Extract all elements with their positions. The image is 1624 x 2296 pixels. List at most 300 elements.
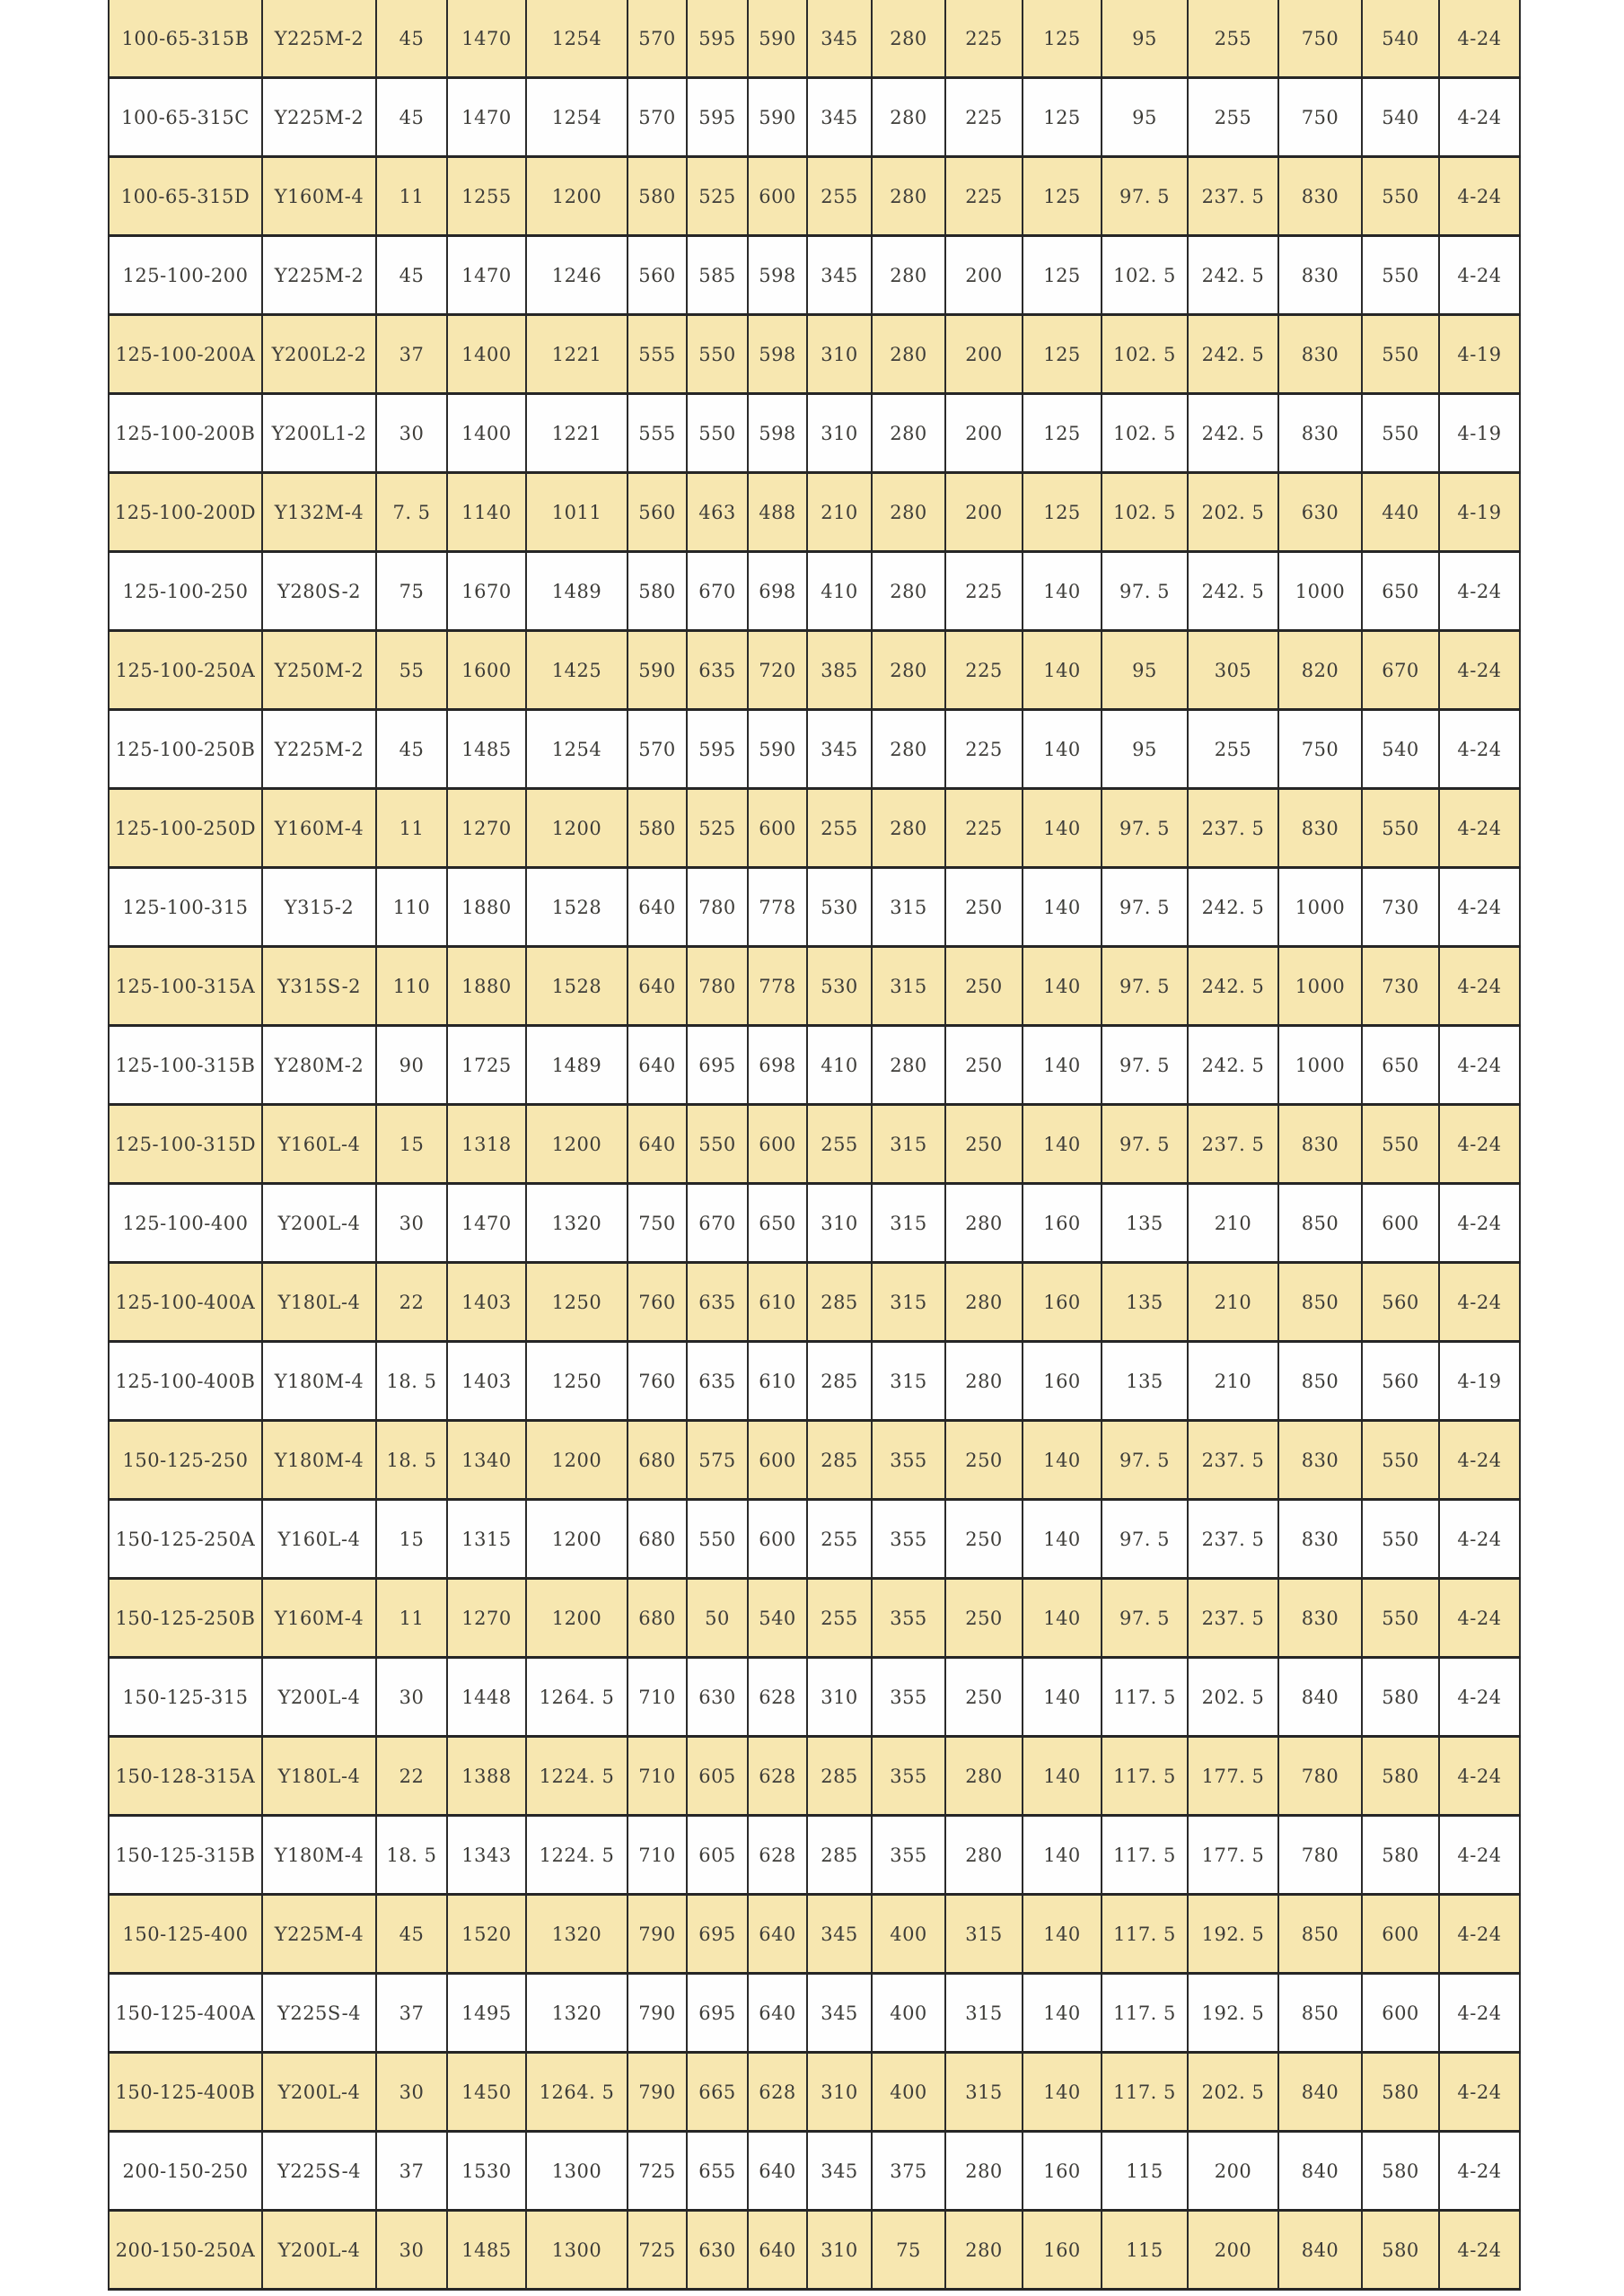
value-cell: 7. 5 <box>376 473 447 552</box>
value-cell: 463 <box>687 473 748 552</box>
value-cell: 280 <box>872 473 945 552</box>
value-cell: 4-24 <box>1439 2053 1520 2132</box>
value-cell: 560 <box>628 473 687 552</box>
value-cell: 780 <box>687 947 748 1026</box>
value-cell: 280 <box>872 315 945 394</box>
value-cell: 30 <box>376 1184 447 1263</box>
table-row <box>109 78 1520 157</box>
value-cell: 45 <box>376 78 447 157</box>
value-cell: 140 <box>1023 2053 1102 2132</box>
model-cell: 125-100-250 <box>109 552 262 631</box>
value-cell: 140 <box>1023 1026 1102 1105</box>
value-cell: 4-24 <box>1439 1105 1520 1184</box>
value-cell: 242. 5 <box>1188 394 1278 473</box>
value-cell: 135 <box>1102 1184 1188 1263</box>
table-row <box>109 236 1520 315</box>
table-row <box>109 789 1520 868</box>
value-cell: 1224. 5 <box>526 1816 628 1895</box>
value-cell: 1470 <box>447 78 526 157</box>
value-cell: 225 <box>945 157 1023 236</box>
value-cell: 680 <box>628 1579 687 1658</box>
value-cell: 640 <box>748 2132 807 2211</box>
value-cell: 140 <box>1023 868 1102 947</box>
model-cell: 150-125-400B <box>109 2053 262 2132</box>
value-cell: 628 <box>748 1658 807 1737</box>
value-cell: 630 <box>1278 473 1362 552</box>
value-cell: 635 <box>687 1342 748 1421</box>
value-cell: 1200 <box>526 789 628 868</box>
value-cell: 280 <box>872 394 945 473</box>
value-cell: 4-24 <box>1439 1184 1520 1263</box>
value-cell: 310 <box>807 1658 872 1737</box>
value-cell: 1300 <box>526 2132 628 2211</box>
value-cell: 640 <box>628 1105 687 1184</box>
table-row <box>109 552 1520 631</box>
model-cell: 100-65-315D <box>109 157 262 236</box>
value-cell: 315 <box>872 868 945 947</box>
value-cell: 55 <box>376 631 447 710</box>
value-cell: 140 <box>1023 1579 1102 1658</box>
value-cell: Y200L2-2 <box>262 315 376 394</box>
value-cell: 237. 5 <box>1188 1421 1278 1500</box>
value-cell: 580 <box>1362 1816 1439 1895</box>
value-cell: 580 <box>628 552 687 631</box>
value-cell: 1270 <box>447 1579 526 1658</box>
value-cell: 250 <box>945 868 1023 947</box>
value-cell: 125 <box>1023 157 1102 236</box>
value-cell: 280 <box>872 789 945 868</box>
value-cell: 725 <box>628 2132 687 2211</box>
value-cell: 550 <box>1362 1421 1439 1500</box>
value-cell: 1140 <box>447 473 526 552</box>
value-cell: 695 <box>687 1895 748 1974</box>
value-cell: 530 <box>807 868 872 947</box>
value-cell: 1318 <box>447 1105 526 1184</box>
value-cell: 1495 <box>447 1974 526 2053</box>
table-row <box>109 473 1520 552</box>
value-cell: 310 <box>807 315 872 394</box>
value-cell: 598 <box>748 236 807 315</box>
model-cell: 200-150-250A <box>109 2211 262 2290</box>
value-cell: 18. 5 <box>376 1421 447 1500</box>
value-cell: 177. 5 <box>1188 1737 1278 1816</box>
value-cell: 1000 <box>1278 947 1362 1026</box>
value-cell: 97. 5 <box>1102 1105 1188 1184</box>
value-cell: 1470 <box>447 236 526 315</box>
value-cell: 600 <box>748 157 807 236</box>
value-cell: 670 <box>687 1184 748 1263</box>
model-cell: 125-100-200 <box>109 236 262 315</box>
model-cell: 125-100-250A <box>109 631 262 710</box>
model-cell: 125-100-315A <box>109 947 262 1026</box>
value-cell: 590 <box>748 0 807 78</box>
value-cell: 640 <box>628 868 687 947</box>
value-cell: 725 <box>628 2211 687 2290</box>
value-cell: 140 <box>1023 1895 1102 1974</box>
value-cell: 850 <box>1278 1184 1362 1263</box>
value-cell: 355 <box>872 1421 945 1500</box>
value-cell: 1255 <box>447 157 526 236</box>
value-cell: 140 <box>1023 1500 1102 1579</box>
value-cell: 550 <box>1362 1500 1439 1579</box>
value-cell: 160 <box>1023 1263 1102 1342</box>
value-cell: 1264. 5 <box>526 1658 628 1737</box>
value-cell: 1250 <box>526 1342 628 1421</box>
value-cell: 355 <box>872 1500 945 1579</box>
value-cell: 45 <box>376 1895 447 1974</box>
value-cell: 1320 <box>526 1974 628 2053</box>
value-cell: 600 <box>1362 1974 1439 2053</box>
model-cell: 150-125-400 <box>109 1895 262 1974</box>
value-cell: 255 <box>807 1105 872 1184</box>
value-cell: 30 <box>376 2053 447 2132</box>
value-cell: 1388 <box>447 1737 526 1816</box>
value-cell: 210 <box>1188 1263 1278 1342</box>
value-cell: 22 <box>376 1263 447 1342</box>
value-cell: 550 <box>1362 1579 1439 1658</box>
value-cell: 580 <box>628 157 687 236</box>
value-cell: 45 <box>376 0 447 78</box>
value-cell: Y225S-4 <box>262 1974 376 2053</box>
value-cell: 140 <box>1023 1737 1102 1816</box>
value-cell: 225 <box>945 0 1023 78</box>
value-cell: 117. 5 <box>1102 1974 1188 2053</box>
value-cell: 140 <box>1023 1816 1102 1895</box>
value-cell: 790 <box>628 1895 687 1974</box>
value-cell: 628 <box>748 2053 807 2132</box>
value-cell: 610 <box>748 1342 807 1421</box>
value-cell: Y225M-2 <box>262 0 376 78</box>
value-cell: 550 <box>1362 789 1439 868</box>
value-cell: 595 <box>687 710 748 789</box>
model-cell: 125-100-315D <box>109 1105 262 1184</box>
value-cell: 95 <box>1102 710 1188 789</box>
value-cell: 1250 <box>526 1263 628 1342</box>
value-cell: 255 <box>1188 78 1278 157</box>
value-cell: 95 <box>1102 631 1188 710</box>
value-cell: 680 <box>628 1500 687 1579</box>
model-cell: 100-65-315C <box>109 78 262 157</box>
value-cell: 140 <box>1023 789 1102 868</box>
value-cell: 355 <box>872 1658 945 1737</box>
value-cell: 530 <box>807 947 872 1026</box>
value-cell: 1300 <box>526 2211 628 2290</box>
value-cell: 1011 <box>526 473 628 552</box>
value-cell: 650 <box>748 1184 807 1263</box>
value-cell: 600 <box>1362 1895 1439 1974</box>
value-cell: 97. 5 <box>1102 868 1188 947</box>
value-cell: 555 <box>628 394 687 473</box>
value-cell: 140 <box>1023 947 1102 1026</box>
value-cell: 285 <box>807 1816 872 1895</box>
value-cell: 315 <box>872 947 945 1026</box>
value-cell: 110 <box>376 868 447 947</box>
value-cell: 655 <box>687 2132 748 2211</box>
value-cell: 670 <box>687 552 748 631</box>
value-cell: Y160L-4 <box>262 1105 376 1184</box>
value-cell: 830 <box>1278 1421 1362 1500</box>
value-cell: 698 <box>748 1026 807 1105</box>
value-cell: 4-24 <box>1439 1579 1520 1658</box>
value-cell: 400 <box>872 2053 945 2132</box>
value-cell: 820 <box>1278 631 1362 710</box>
value-cell: 192. 5 <box>1188 1895 1278 1974</box>
value-cell: Y180M-4 <box>262 1421 376 1500</box>
value-cell: 210 <box>1188 1184 1278 1263</box>
value-cell: 610 <box>748 1263 807 1342</box>
model-cell: 200-150-250 <box>109 2132 262 2211</box>
value-cell: 1600 <box>447 631 526 710</box>
value-cell: 202. 5 <box>1188 1658 1278 1737</box>
value-cell: 570 <box>628 710 687 789</box>
value-cell: 225 <box>945 631 1023 710</box>
value-cell: Y225M-2 <box>262 236 376 315</box>
value-cell: 255 <box>807 1579 872 1658</box>
value-cell: 1520 <box>447 1895 526 1974</box>
value-cell: 280 <box>872 1026 945 1105</box>
value-cell: 4-24 <box>1439 868 1520 947</box>
value-cell: 600 <box>748 1421 807 1500</box>
value-cell: 237. 5 <box>1188 1105 1278 1184</box>
value-cell: 830 <box>1278 1500 1362 1579</box>
value-cell: 11 <box>376 789 447 868</box>
table-row <box>109 2132 1520 2211</box>
value-cell: 250 <box>945 1500 1023 1579</box>
value-cell: 1485 <box>447 710 526 789</box>
value-cell: Y225M-4 <box>262 1895 376 1974</box>
value-cell: 15 <box>376 1105 447 1184</box>
value-cell: Y180L-4 <box>262 1737 376 1816</box>
value-cell: 310 <box>807 2211 872 2290</box>
value-cell: 355 <box>872 1816 945 1895</box>
value-cell: 200 <box>945 394 1023 473</box>
value-cell: 560 <box>1362 1263 1439 1342</box>
value-cell: 760 <box>628 1342 687 1421</box>
value-cell: 850 <box>1278 1974 1362 2053</box>
model-cell: 125-100-315 <box>109 868 262 947</box>
value-cell: Y225M-2 <box>262 710 376 789</box>
value-cell: 140 <box>1023 552 1102 631</box>
value-cell: 1528 <box>526 947 628 1026</box>
value-cell: 97. 5 <box>1102 1500 1188 1579</box>
value-cell: 210 <box>807 473 872 552</box>
table-row <box>109 1184 1520 1263</box>
value-cell: 4-24 <box>1439 157 1520 236</box>
table-row <box>109 0 1520 78</box>
value-cell: 117. 5 <box>1102 1895 1188 1974</box>
value-cell: 525 <box>687 157 748 236</box>
value-cell: 192. 5 <box>1188 1974 1278 2053</box>
value-cell: 598 <box>748 315 807 394</box>
model-cell: 125-100-400A <box>109 1263 262 1342</box>
value-cell: 250 <box>945 1579 1023 1658</box>
value-cell: 1200 <box>526 1421 628 1500</box>
value-cell: 830 <box>1278 315 1362 394</box>
value-cell: 1528 <box>526 868 628 947</box>
value-cell: 630 <box>687 1658 748 1737</box>
value-cell: 117. 5 <box>1102 2053 1188 2132</box>
value-cell: 345 <box>807 2132 872 2211</box>
value-cell: 595 <box>687 78 748 157</box>
value-cell: Y180M-4 <box>262 1816 376 1895</box>
value-cell: 95 <box>1102 0 1188 78</box>
value-cell: 540 <box>1362 0 1439 78</box>
value-cell: 780 <box>687 868 748 947</box>
value-cell: 37 <box>376 1974 447 2053</box>
value-cell: 598 <box>748 394 807 473</box>
value-cell: Y200L-4 <box>262 2211 376 2290</box>
table-row <box>109 1342 1520 1421</box>
table-row <box>109 631 1520 710</box>
value-cell: 850 <box>1278 1895 1362 1974</box>
value-cell: 580 <box>1362 1658 1439 1737</box>
table-row <box>109 947 1520 1026</box>
value-cell: 840 <box>1278 2053 1362 2132</box>
value-cell: 840 <box>1278 1658 1362 1737</box>
value-cell: 315 <box>872 1184 945 1263</box>
value-cell: 830 <box>1278 236 1362 315</box>
model-cell: 150-125-315B <box>109 1816 262 1895</box>
value-cell: 4-19 <box>1439 473 1520 552</box>
value-cell: 135 <box>1102 1263 1188 1342</box>
value-cell: 4-24 <box>1439 236 1520 315</box>
value-cell: 1400 <box>447 394 526 473</box>
value-cell: 605 <box>687 1737 748 1816</box>
value-cell: 125 <box>1023 394 1102 473</box>
value-cell: 117. 5 <box>1102 1816 1188 1895</box>
value-cell: Y225M-2 <box>262 78 376 157</box>
value-cell: 1470 <box>447 1184 526 1263</box>
value-cell: 590 <box>748 78 807 157</box>
value-cell: 140 <box>1023 710 1102 789</box>
value-cell: 850 <box>1278 1263 1362 1342</box>
value-cell: 710 <box>628 1737 687 1816</box>
value-cell: 550 <box>687 394 748 473</box>
value-cell: 830 <box>1278 1579 1362 1658</box>
value-cell: 255 <box>807 157 872 236</box>
value-cell: 140 <box>1023 631 1102 710</box>
value-cell: 225 <box>945 78 1023 157</box>
value-cell: 160 <box>1023 2211 1102 2290</box>
value-cell: 280 <box>872 157 945 236</box>
model-cell: 150-125-315 <box>109 1658 262 1737</box>
value-cell: 550 <box>1362 315 1439 394</box>
value-cell: 4-19 <box>1439 315 1520 394</box>
value-cell: 778 <box>748 947 807 1026</box>
value-cell: 488 <box>748 473 807 552</box>
value-cell: 1254 <box>526 78 628 157</box>
value-cell: 125 <box>1023 0 1102 78</box>
model-cell: 150-125-250B <box>109 1579 262 1658</box>
value-cell: 200 <box>945 473 1023 552</box>
model-cell: 150-125-400A <box>109 1974 262 2053</box>
value-cell: 102. 5 <box>1102 315 1188 394</box>
value-cell: 225 <box>945 789 1023 868</box>
value-cell: 1000 <box>1278 1026 1362 1105</box>
value-cell: 580 <box>1362 2132 1439 2211</box>
value-cell: 250 <box>945 1105 1023 1184</box>
value-cell: 635 <box>687 1263 748 1342</box>
model-cell: 100-65-315B <box>109 0 262 78</box>
value-cell: 1246 <box>526 236 628 315</box>
value-cell: 1200 <box>526 157 628 236</box>
value-cell: 110 <box>376 947 447 1026</box>
value-cell: 202. 5 <box>1188 473 1278 552</box>
value-cell: 315 <box>945 1974 1023 2053</box>
value-cell: 1200 <box>526 1105 628 1184</box>
value-cell: 628 <box>748 1816 807 1895</box>
value-cell: 4-24 <box>1439 631 1520 710</box>
value-cell: 628 <box>748 1737 807 1816</box>
value-cell: 1320 <box>526 1184 628 1263</box>
value-cell: 1000 <box>1278 552 1362 631</box>
value-cell: 140 <box>1023 1658 1102 1737</box>
value-cell: 600 <box>1362 1184 1439 1263</box>
value-cell: 125 <box>1023 78 1102 157</box>
value-cell: 4-24 <box>1439 1500 1520 1579</box>
value-cell: 225 <box>945 710 1023 789</box>
value-cell: 160 <box>1023 1342 1102 1421</box>
value-cell: 250 <box>945 1421 1023 1500</box>
value-cell: 640 <box>628 1026 687 1105</box>
value-cell: 1670 <box>447 552 526 631</box>
value-cell: 242. 5 <box>1188 236 1278 315</box>
value-cell: 242. 5 <box>1188 868 1278 947</box>
value-cell: Y160L-4 <box>262 1500 376 1579</box>
value-cell: 400 <box>872 1974 945 2053</box>
value-cell: 237. 5 <box>1188 789 1278 868</box>
value-cell: 202. 5 <box>1188 2053 1278 2132</box>
value-cell: Y180M-4 <box>262 1342 376 1421</box>
value-cell: 580 <box>1362 2211 1439 2290</box>
value-cell: 840 <box>1278 2211 1362 2290</box>
table-row <box>109 710 1520 789</box>
value-cell: 315 <box>872 1105 945 1184</box>
value-cell: 4-24 <box>1439 1974 1520 2053</box>
value-cell: 850 <box>1278 1342 1362 1421</box>
value-cell: 355 <box>872 1579 945 1658</box>
value-cell: 280 <box>945 1342 1023 1421</box>
value-cell: 4-24 <box>1439 2211 1520 2290</box>
table-row <box>109 1895 1520 1974</box>
value-cell: 315 <box>945 2053 1023 2132</box>
model-cell: 125-100-250B <box>109 710 262 789</box>
value-cell: 97. 5 <box>1102 947 1188 1026</box>
value-cell: 570 <box>628 0 687 78</box>
value-cell: 580 <box>628 789 687 868</box>
value-cell: 1221 <box>526 394 628 473</box>
value-cell: 140 <box>1023 1105 1102 1184</box>
value-cell: 4-24 <box>1439 789 1520 868</box>
value-cell: 250 <box>945 1026 1023 1105</box>
value-cell: 285 <box>807 1342 872 1421</box>
value-cell: Y225S-4 <box>262 2132 376 2211</box>
value-cell: 18. 5 <box>376 1342 447 1421</box>
value-cell: 550 <box>687 1105 748 1184</box>
value-cell: 550 <box>687 315 748 394</box>
value-cell: 30 <box>376 394 447 473</box>
value-cell: 225 <box>945 552 1023 631</box>
value-cell: 410 <box>807 552 872 631</box>
value-cell: 345 <box>807 236 872 315</box>
value-cell: 4-24 <box>1439 0 1520 78</box>
value-cell: 1200 <box>526 1579 628 1658</box>
value-cell: Y315-2 <box>262 868 376 947</box>
value-cell: 11 <box>376 157 447 236</box>
value-cell: Y200L-4 <box>262 1658 376 1737</box>
value-cell: 305 <box>1188 631 1278 710</box>
value-cell: 1880 <box>447 947 526 1026</box>
